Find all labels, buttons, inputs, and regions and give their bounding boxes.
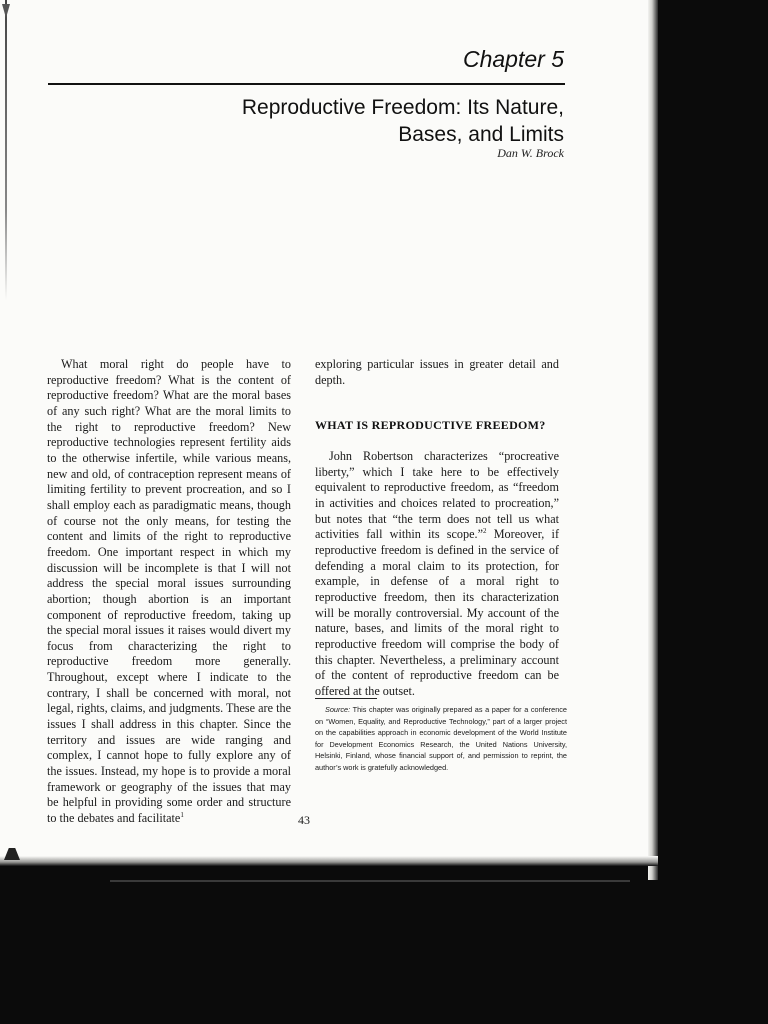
right-paragraph-part-1: John Robertson characterizes “procreative liberty,” which I take here to be effectively equivalent to reproductive freedom, as “freedom in activities and choices related to procreation,” but notes that “the term does not tell us what activities fall within its scope.” xyxy=(315,448,559,542)
right-column-paragraph xyxy=(315,449,559,700)
page-edge-shadow xyxy=(648,0,658,880)
scan-streak xyxy=(110,880,630,882)
footnote-rule xyxy=(315,698,377,699)
chapter-title-line-1: Reproductive Freedom: Its Nature, xyxy=(241,96,564,119)
endnote-marker-1: 1 xyxy=(180,810,184,819)
footnote-label: Source: xyxy=(325,705,351,714)
section-heading: WHAT IS REPRODUCTIVE FREEDOM? xyxy=(315,418,546,433)
binding-line xyxy=(5,0,7,300)
author-name: Dan W. Brock xyxy=(497,146,564,160)
endnote-marker-2: 2 xyxy=(483,527,487,536)
left-column-body: What moral right do people have to reproductive freedom? What is the content of reproductive freedom? What are the moral bases of any such right? What are the moral limits to the right to reproductive freedom? New reproductive technologies represent fertility aids to the otherwise infertile, while various means, new and old, of contraception represent means of limiting fertility to prevent procreation, and so I shall employ each as paradigmatic means, though of course not the only means, for testing the content and limits of the right to reproductive freedom. One important respect in which my discussion will be incomplete is that I will not address the special moral issues surrounding abortion; though abortion is an important component of reproductive freedom, taking up the special moral issues it raises would divert my focus from characterizing the right to reproductive freedom more generally. Throughout, except where I indicate to the contrary, I shall be concerned with moral, not legal, rights, claims, and judgments. These are the issues I shall address in this chapter. Since the territory and issues are wide ranging and complex, I cannot hope to fully explore any of the issues. Instead, my hope is to provide a moral framework or geography of the issues that may be helpful in providing some order and structure to the debates and facilitate xyxy=(47,357,291,826)
right-column-continuation: exploring particular issues in greater detail and depth. xyxy=(315,357,559,387)
source-footnote xyxy=(315,704,567,773)
chapter-title xyxy=(144,94,564,148)
left-column-text xyxy=(47,357,291,827)
page-number: 43 xyxy=(298,813,310,827)
footnote-text: This chapter was originally prepared as a paper for a conference on “Women, Equality, and Reproductive Technology,” part of a larger project on the capabilities approach in economic development of the World Institute for Development Economics Research, the United Nations University, Helsinki, Finland, whose financial support of, and permission to reprint, the author’s work is gratefully acknowledged. xyxy=(315,705,567,772)
chapter-label: Chapter 5 xyxy=(462,46,564,72)
right-column xyxy=(315,357,559,699)
chapter-title-line-2: Bases, and Limits xyxy=(398,123,564,146)
page-bottom-edge xyxy=(0,856,658,866)
right-paragraph-part-2: Moreover, if reproductive freedom is defined in the service of defending a moral claim to its protection, for example, in defense of a moral right to reproductive freedom, then its characterization will be morally controversial. My account of the nature, bases, and limits of the moral right to reproductive freedom will comprise the body of this chapter. Nevertheless, a preliminary account of the content of reproductive freedom can be offered at the outset. xyxy=(315,527,559,698)
header-rule xyxy=(48,83,565,85)
